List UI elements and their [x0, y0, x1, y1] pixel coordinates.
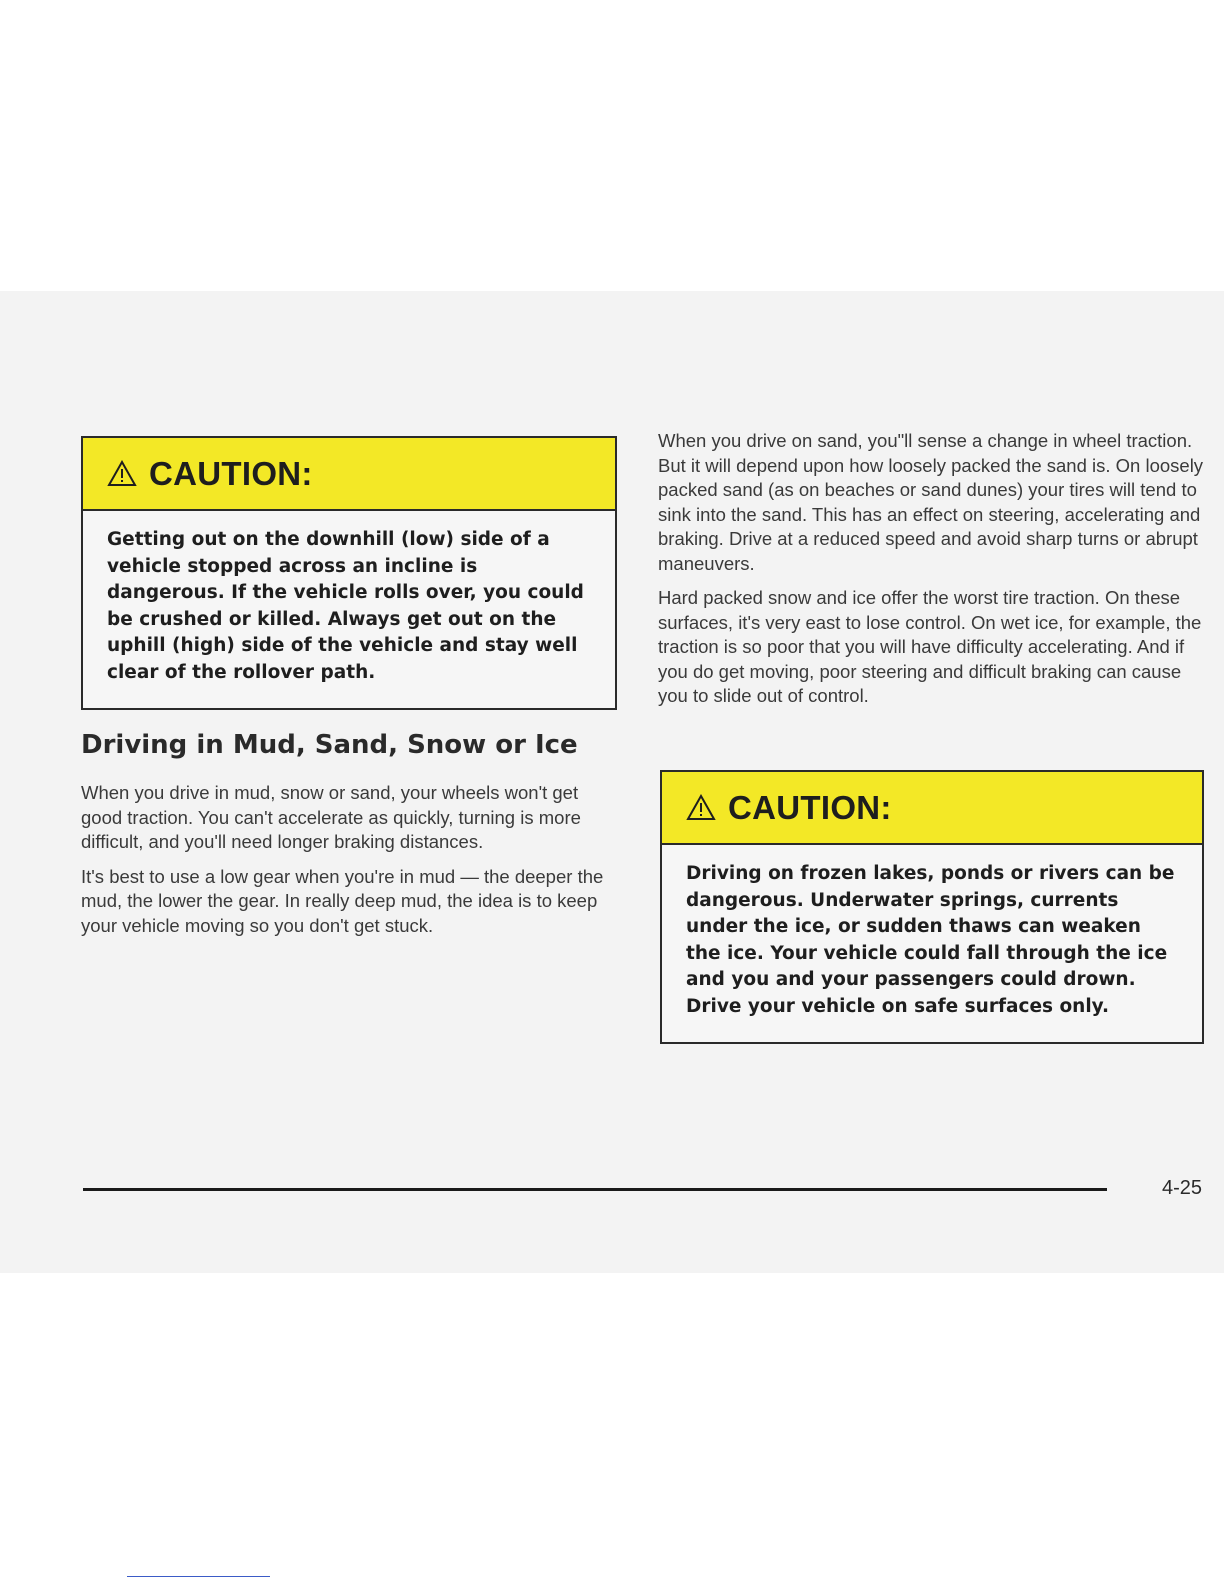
caution-box-incline — [81, 436, 617, 710]
paragraph: Hard packed snow and ice offer the worst tire traction. On these surfaces, it's very east to lose control. On wet ice, for example, the traction is so poor that you will have difficulty accelerating. And if you do get moving, poor steering and difficult braking can cause you to slide out of control. — [658, 587, 1202, 706]
footer-rule — [83, 1188, 1107, 1191]
caution-text: Driving on frozen lakes, ponds or rivers can be dangerous. Underwater springs, currents under the ice, or sudden thaws can weaken the ice. Your vehicle could fall through the ice and you and your passengers could drown. Drive your vehicle on safe surfaces only. — [686, 863, 1175, 1017]
caution-title: CAUTION: — [149, 454, 313, 492]
paragraph: When you drive on sand, you"ll sense a change in wheel traction. But it will depend upon how loosely packed the sand is. On loosely packed sand (as on beaches or sand dunes) your tires will tend to sink into the sand. This has an effect on steering, accelerating and braking. Drive at a reduced speed and avoid sharp turns or abrupt maneuvers. — [658, 430, 1204, 574]
warning-triangle-icon — [686, 794, 716, 821]
bottom-link-underline — [127, 1576, 270, 1577]
caution-title: CAUTION: — [728, 788, 892, 826]
caution-text: Getting out on the downhill (low) side of a vehicle stopped across an incline is dangerous. If the vehicle rolls over, you could be crushed or killed. Always get out on the uphill (high) side of the vehicle and stay well clear of the rollover path. — [107, 529, 584, 683]
section-heading: Driving in Mud, Sand, Snow or Ice — [81, 730, 578, 760]
caution-header — [662, 772, 1202, 845]
paragraph: When you drive in mud, snow or sand, your wheels won't get good traction. You can't accelerate as quickly, turning is more difficult, and you'll need longer braking distances. — [81, 782, 581, 852]
caution-box-frozen-lakes — [660, 770, 1204, 1044]
left-column-text — [81, 781, 621, 948]
right-column-text — [658, 429, 1206, 719]
warning-triangle-icon — [107, 460, 137, 487]
caution-header — [83, 438, 615, 511]
page-number: 4-25 — [1162, 1177, 1203, 1199]
paragraph: It's best to use a low gear when you're in mud — the deeper the mud, the lower the gear. In really deep mud, the idea is to keep your vehicle moving so you don't get stuck. — [81, 865, 604, 936]
